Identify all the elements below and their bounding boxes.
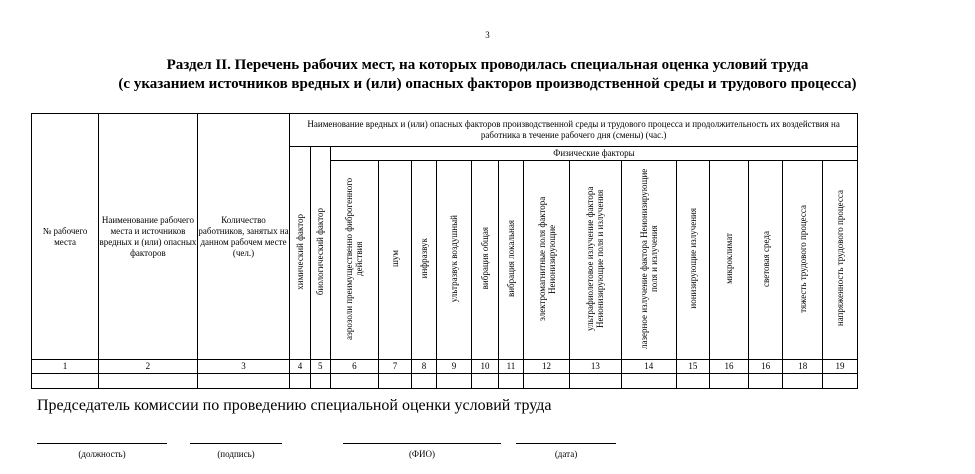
table-cell[interactable] [748,374,783,389]
name-signature-line[interactable] [343,443,501,444]
column-number: 3 [197,360,290,374]
heading-line-1: Раздел II. Перечень рабочих мест, на которых проводилась специальная оценка условий труда [166,57,809,73]
date-label: (дата) [554,449,578,459]
table-cell[interactable] [99,374,198,389]
column-number: 11 [498,360,523,374]
header-aerosols: аэрозоли преимущественно фиброгенного действия [330,161,378,360]
header-vibration-general: вибрация общая [472,161,498,360]
header-workplace-no: № рабочего места [32,114,99,360]
header-biological: биологический фактор [310,147,330,360]
header-laser: лазерное излучение фактора Неионизирующие поля и излучения [621,161,676,360]
header-physical: Физические факторы [330,147,857,161]
table-cell[interactable] [197,374,290,389]
column-number: 13 [569,360,621,374]
header-labor-severity: тяжесть трудового процесса [783,161,823,360]
signature-label: (подпись) [217,449,255,459]
column-number: 12 [524,360,570,374]
header-light: световая среда [748,161,783,360]
table-cell[interactable] [310,374,330,389]
column-number: 4 [290,360,310,374]
table-cell[interactable] [524,374,570,389]
section-heading [0,56,975,94]
header-ionizing: ионизирующие излучения [676,161,710,360]
header-microclimate: микроклимат [710,161,749,360]
position-signature-line[interactable] [37,443,167,444]
table-cell[interactable] [710,374,749,389]
column-number: 18 [783,360,823,374]
table-cell[interactable] [472,374,498,389]
column-number: 19 [823,360,858,374]
column-number: 14 [621,360,676,374]
column-number: 9 [436,360,472,374]
table-cell[interactable] [783,374,823,389]
header-ultrasound: ультразвук воздушный [436,161,472,360]
header-em-fields: электромагнитные поля фактора Неионизирующие [524,161,570,360]
column-number: 15 [676,360,710,374]
table-cell[interactable] [330,374,378,389]
table-cell[interactable] [378,374,412,389]
header-workers-count: Количество работников, занятых на данном рабочем месте (чел.) [197,114,290,360]
column-number: 6 [330,360,378,374]
column-numbers-row [32,360,858,374]
column-number: 8 [412,360,436,374]
table-cell[interactable] [823,374,858,389]
position-label: (должность) [78,449,126,459]
table-cell[interactable] [498,374,523,389]
column-number: 1 [32,360,99,374]
header-uv: ультрафиолетовое излучение фактора Неионизирующие поля и излучения [569,161,621,360]
workplaces-table [31,113,858,389]
header-noise: шум [378,161,412,360]
column-number: 16 [748,360,783,374]
column-number: 5 [310,360,330,374]
column-number: 2 [99,360,198,374]
table-cell[interactable] [290,374,310,389]
header-vibration-local: вибрация локальная [498,161,523,360]
heading-line-2: (с указанием источников вредных и (или) опасных факторов производственной среды и трудового процесса) [118,76,857,92]
date-signature-line[interactable] [516,443,616,444]
chairman-caption: Председатель комиссии по проведению специальной оценки условий труда [37,397,552,414]
signature-line[interactable] [190,443,282,444]
header-factors-group: Наименование вредных и (или) опасных факторов производственной среды и трудового процесса и продолжительность их воздействия на работника в течение рабочего дня (смены) (час.) [290,114,858,147]
column-number: 7 [378,360,412,374]
column-number: 10 [472,360,498,374]
header-workplace-name: Наименование рабочего места и источников вредных и (или) опасных факторов [99,114,198,360]
table-cell[interactable] [436,374,472,389]
header-infrasound: инфразвук [412,161,436,360]
table-cell[interactable] [32,374,99,389]
column-number: 16 [710,360,749,374]
header-chemical: химический фактор [290,147,310,360]
table-cell[interactable] [569,374,621,389]
table-cell[interactable] [412,374,436,389]
header-labor-intensity: напряженность трудового процесса [823,161,858,360]
page-number: 3 [485,30,490,40]
name-label: (ФИО) [408,449,436,459]
table-cell[interactable] [676,374,710,389]
table-row [32,374,858,389]
table-cell[interactable] [621,374,676,389]
